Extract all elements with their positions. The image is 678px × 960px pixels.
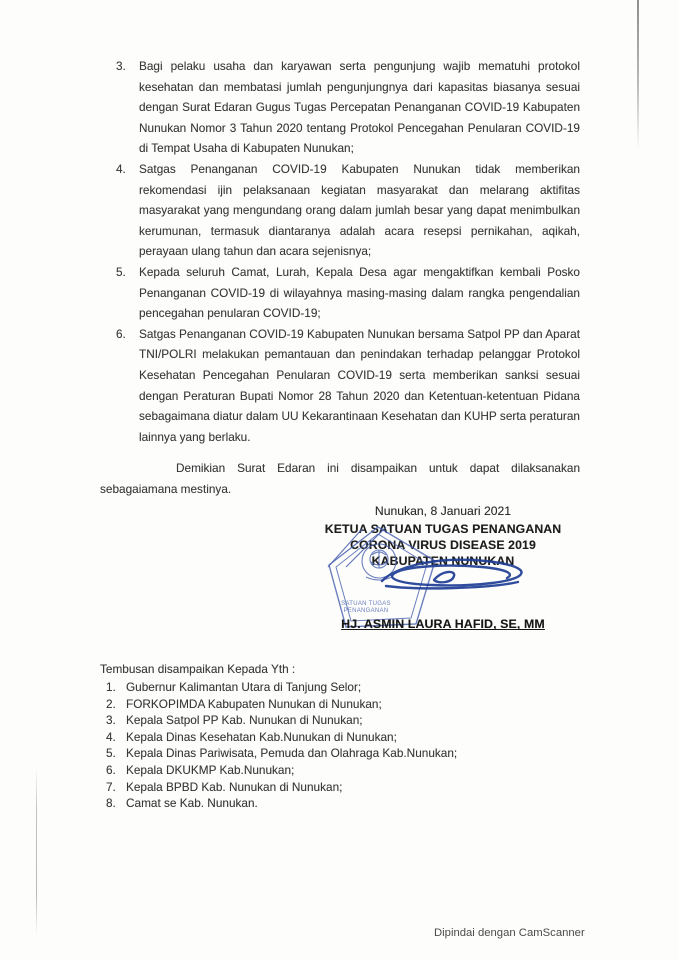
tembusan-item-text: Kepala Dinas Pariwisata, Pemuda dan Olahraga Kab.Nunukan; [126,746,458,761]
list-item-number: 6. [116,326,126,341]
tembusan-item-text: Kepala Dinas Kesehatan Kab.Nunukan di Nunukan; [126,729,397,744]
tembusan-item [100,679,678,696]
tembusan-item-text: FORKOPIMDA Kabupaten Nunukan di Nunukan; [126,696,382,711]
stamp-and-signature-area [318,569,568,617]
list-item-text: Satgas Penanganan COVID-19 Kabupaten Nunukan tidak memberikan rekomendasi ijin pelaksanaan kegiatan masyarakat dan melarang aktifitas masyarakat yang mengundang orang dalam jumlah besar yang dapat menimbulkan kerumunan, termasuk diantaranya adalah acara resepsi pernikahan, aqikah, perayaan ulang tahun dan acara sejenisnya; [139,161,580,259]
tembusan-item-text: Gubernur Kalimantan Utara di Tanjung Selor; [126,680,362,695]
list-item-3 [116,56,580,159]
closing-paragraph: Demikian Surat Edaran ini disampaikan untuk dapat dilaksanakan sebagaiamana mestinya. [100,461,580,496]
list-item-text: Bagi pelaku usaha dan karyawan serta pengunjung wajib mematuhi protokol kesehatan dan membatasi jumlah pengunjungnya dari kapasitas biasanya sesuai dengan Surat Edaran Gugus Tugas Percepatan Penanganan COVID-19 Kabupaten Nunukan Nomor 3 Tahun 2020 tentang Protokol Pencegahan Penularan COVID-19 di Tempat Usaha di Kabupaten Nunukan; [139,59,580,156]
list-item-number: 4. [116,161,126,176]
tembusan-item [100,696,678,713]
scan-artifact-line-left [36,768,37,936]
list-item-text: Satgas Penanganan COVID-19 Kabupaten Nunukan bersama Satpol PP dan Aparat TNI/POLRI melakukan pemantauan dan penindakan terhadap pelanggar Protokol Kesehatan Pencegahan Penularan COVID-19 serta memberikan sanksi sesuai dengan Peraturan Bupati Nomor 28 Tahun 2020 dan Ketentuan-ketentuan Pidana sebagaimana diatur dalam UU Kekarantinaan Kesehatan dan KUHP serta peraturan lainnya yang berlaku. [139,326,580,444]
date-line: Nunukan, 8 Januari 2021 [374,504,512,519]
tembusan-item-number: 6. [106,763,116,778]
tembusan-item [100,762,678,779]
signatory-name: HJ. ASMIN LAURA HAFID, SE, MM [341,617,545,632]
tembusan-item-number: 3. [106,713,116,728]
tembusan-item-number: 7. [106,779,116,794]
stamp-text-line1: SATUAN TUGAS [341,601,391,608]
list-item-number: 3. [116,59,126,73]
tembusan-section [100,661,678,811]
initials-scribble-icon [324,523,394,569]
list-item-text: Kepada seluruh Camat, Lurah, Kepala Desa agar mengaktifkan kembali Posko Penanganan COVID-19 di wilayahnya masing-masing dalam rangka pengendalian pencegahan penularan COVID-19; [139,264,580,321]
tembusan-item-text: Kepala Satpol PP Kab. Nunukan di Nunukan; [126,713,363,728]
camscanner-watermark: Dipindai dengan CamScanner [434,927,585,939]
tembusan-item-number: 1. [106,680,116,695]
signature-block [318,504,568,631]
tembusan-item [100,795,678,812]
tembusan-heading: Tembusan disampaikan Kepada Yth : [100,662,296,677]
signatory-title-line2: CORONA VIRUS DISEASE 2019 [350,538,536,553]
list-item-number: 5. [116,264,126,279]
stamp-text-line2: PENANGANAN [343,608,389,615]
list-item-6 [116,324,580,448]
handwritten-signature-icon [376,555,528,597]
scan-artifact-line-right [637,0,639,150]
tembusan-item [100,729,678,746]
tembusan-item-text: Camat se Kab. Nunukan. [126,796,258,811]
tembusan-item-number: 2. [106,696,116,711]
signatory-title-line1: KETUA SATUAN TUGAS PENANGANAN [324,522,562,537]
numbered-list [116,56,580,447]
tembusan-item-text: Kepala DKUKMP Kab.Nunukan; [126,763,295,778]
signatory-title-line3: KABUPATEN NUNUKAN [371,554,515,569]
tembusan-item-number: 5. [106,746,116,761]
tembusan-item [100,712,678,729]
list-item-4 [116,159,580,262]
list-item-5 [116,262,580,324]
tembusan-item [100,745,678,762]
tembusan-item [100,779,678,796]
tembusan-item-text: Kepala BPBD Kab. Nunukan di Nunukan; [126,779,343,794]
tembusan-item-number: 8. [106,796,116,811]
tembusan-item-number: 4. [106,729,116,744]
